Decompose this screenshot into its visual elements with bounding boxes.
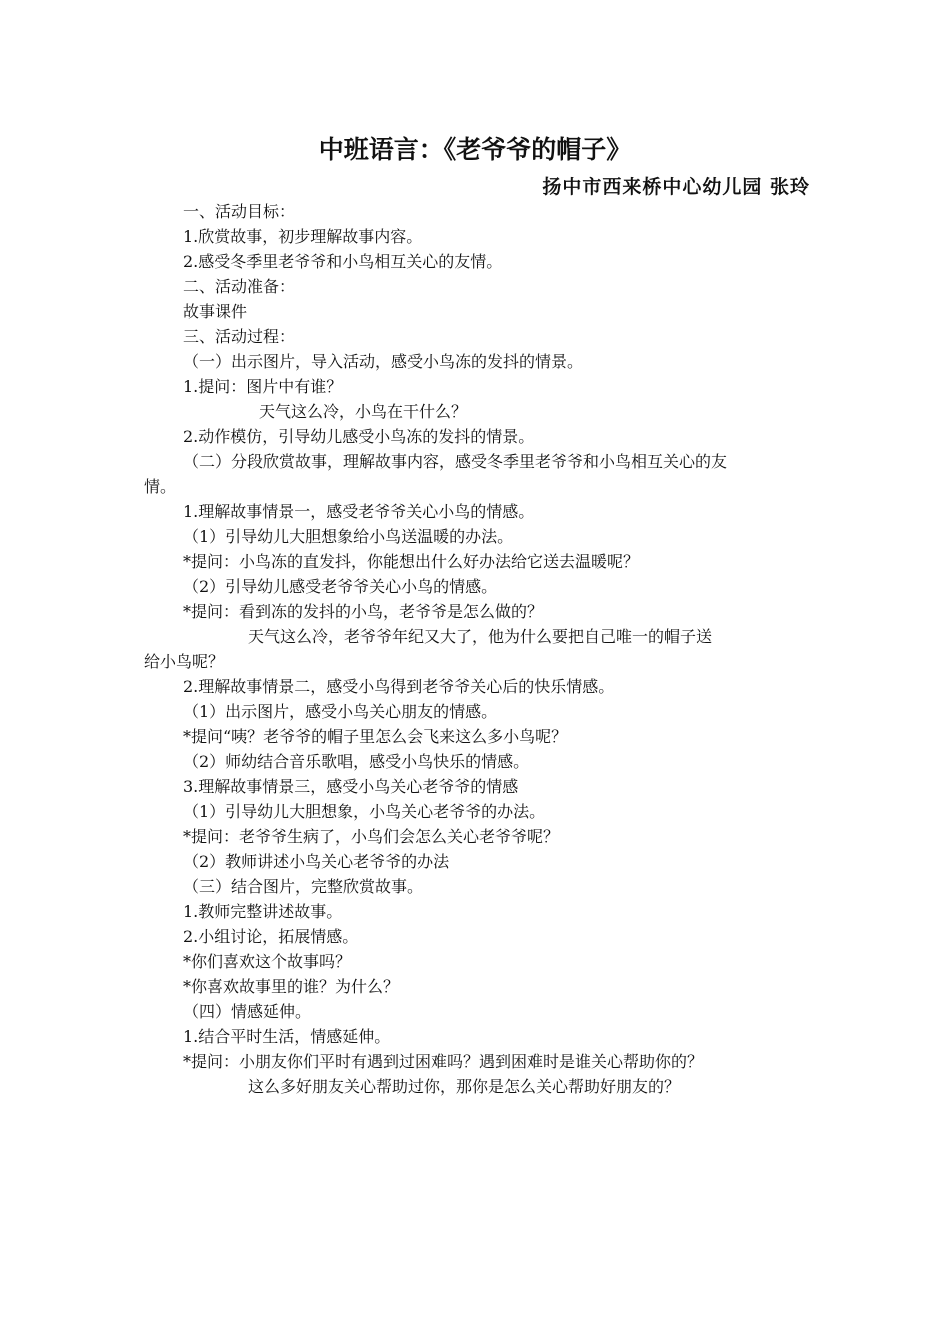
body-line: （2）教师讲述小鸟关心老爷爷的办法	[183, 852, 450, 871]
body-line: 2.小组讨论，拓展情感。	[183, 927, 359, 946]
body-line: 2.理解故事情景二，感受小鸟得到老爷爷关心后的快乐情感。	[183, 677, 615, 696]
body-line: 1.教师完整讲述故事。	[183, 902, 343, 921]
body-line: （2）引导幼儿感受老爷爷关心小鸟的情感。	[183, 577, 498, 596]
body-line: *提问：小鸟冻的直发抖，你能想出什么好办法给它送去温暖呢？	[183, 552, 640, 571]
body-line: （一）出示图片，导入活动，感受小鸟冻的发抖的情景。	[183, 352, 584, 371]
body-line: *你们喜欢这个故事吗？	[183, 952, 352, 971]
body-line: *提问：看到冻的发抖的小鸟，老爷爷是怎么做的？	[183, 602, 544, 621]
body-line: 3.理解故事情景三，感受小鸟关心老爷爷的情感	[183, 777, 519, 796]
body-line: 1.欣赏故事，初步理解故事内容。	[183, 227, 423, 246]
section-heading: 二、活动准备：	[183, 277, 296, 296]
body-line: （二）分段欣赏故事，理解故事内容，感受冬季里老爷爷和小鸟相互关心的友	[183, 452, 728, 471]
body-line: （2）师幼结合音乐歌唱，感受小鸟快乐的情感。	[183, 752, 530, 771]
section-heading: 三、活动过程：	[183, 327, 296, 346]
body-line: 2.感受冬季里老爷爷和小鸟相互关心的友情。	[183, 252, 503, 271]
section-heading: 一、活动目标：	[183, 202, 296, 221]
body-line: （四）情感延伸。	[183, 1002, 312, 1021]
body-line: 天气这么冷，老爷爷年纪又大了，他为什么要把自己唯一的帽子送	[248, 627, 713, 646]
body-line: *提问：老爷爷生病了，小鸟们会怎么关心老爷爷呢？	[183, 827, 560, 846]
body-line: 2.动作模仿，引导幼儿感受小鸟冻的发抖的情景。	[183, 427, 535, 446]
body-line: *提问“咦？老爷爷的帽子里怎么会飞来这么多小鸟呢？	[183, 727, 568, 746]
body-line: （1）引导幼儿大胆想象，小鸟关心老爷爷的办法。	[183, 802, 546, 821]
document-author: 扬中市西来桥中心幼儿园 张玲	[542, 176, 810, 198]
body-line: *你喜欢故事里的谁？为什么？	[183, 977, 400, 996]
body-line: 1.提问：图片中有谁？	[183, 377, 343, 396]
body-line: 情。	[144, 477, 177, 496]
body-line: 这么多好朋友关心帮助过你，那你是怎么关心帮助好朋友的？	[248, 1077, 681, 1096]
document-title: 中班语言：《老爷爷的帽子》	[318, 135, 632, 164]
body-line: 故事课件	[183, 302, 248, 321]
body-line: （1）引导幼儿大胆想象给小鸟送温暖的办法。	[183, 527, 514, 546]
body-line: 天气这么冷，小鸟在干什么？	[259, 402, 468, 421]
body-line: *提问：小朋友你们平时有遇到过困难吗？遇到困难时是谁关心帮助你的？	[183, 1052, 704, 1071]
body-line: 给小鸟呢？	[144, 652, 225, 671]
body-line: （三）结合图片，完整欣赏故事。	[183, 877, 424, 896]
body-line: 1.结合平时生活，情感延伸。	[183, 1027, 391, 1046]
body-line: （1）出示图片，感受小鸟关心朋友的情感。	[183, 702, 498, 721]
body-line: 1.理解故事情景一，感受老爷爷关心小鸟的情感。	[183, 502, 535, 521]
